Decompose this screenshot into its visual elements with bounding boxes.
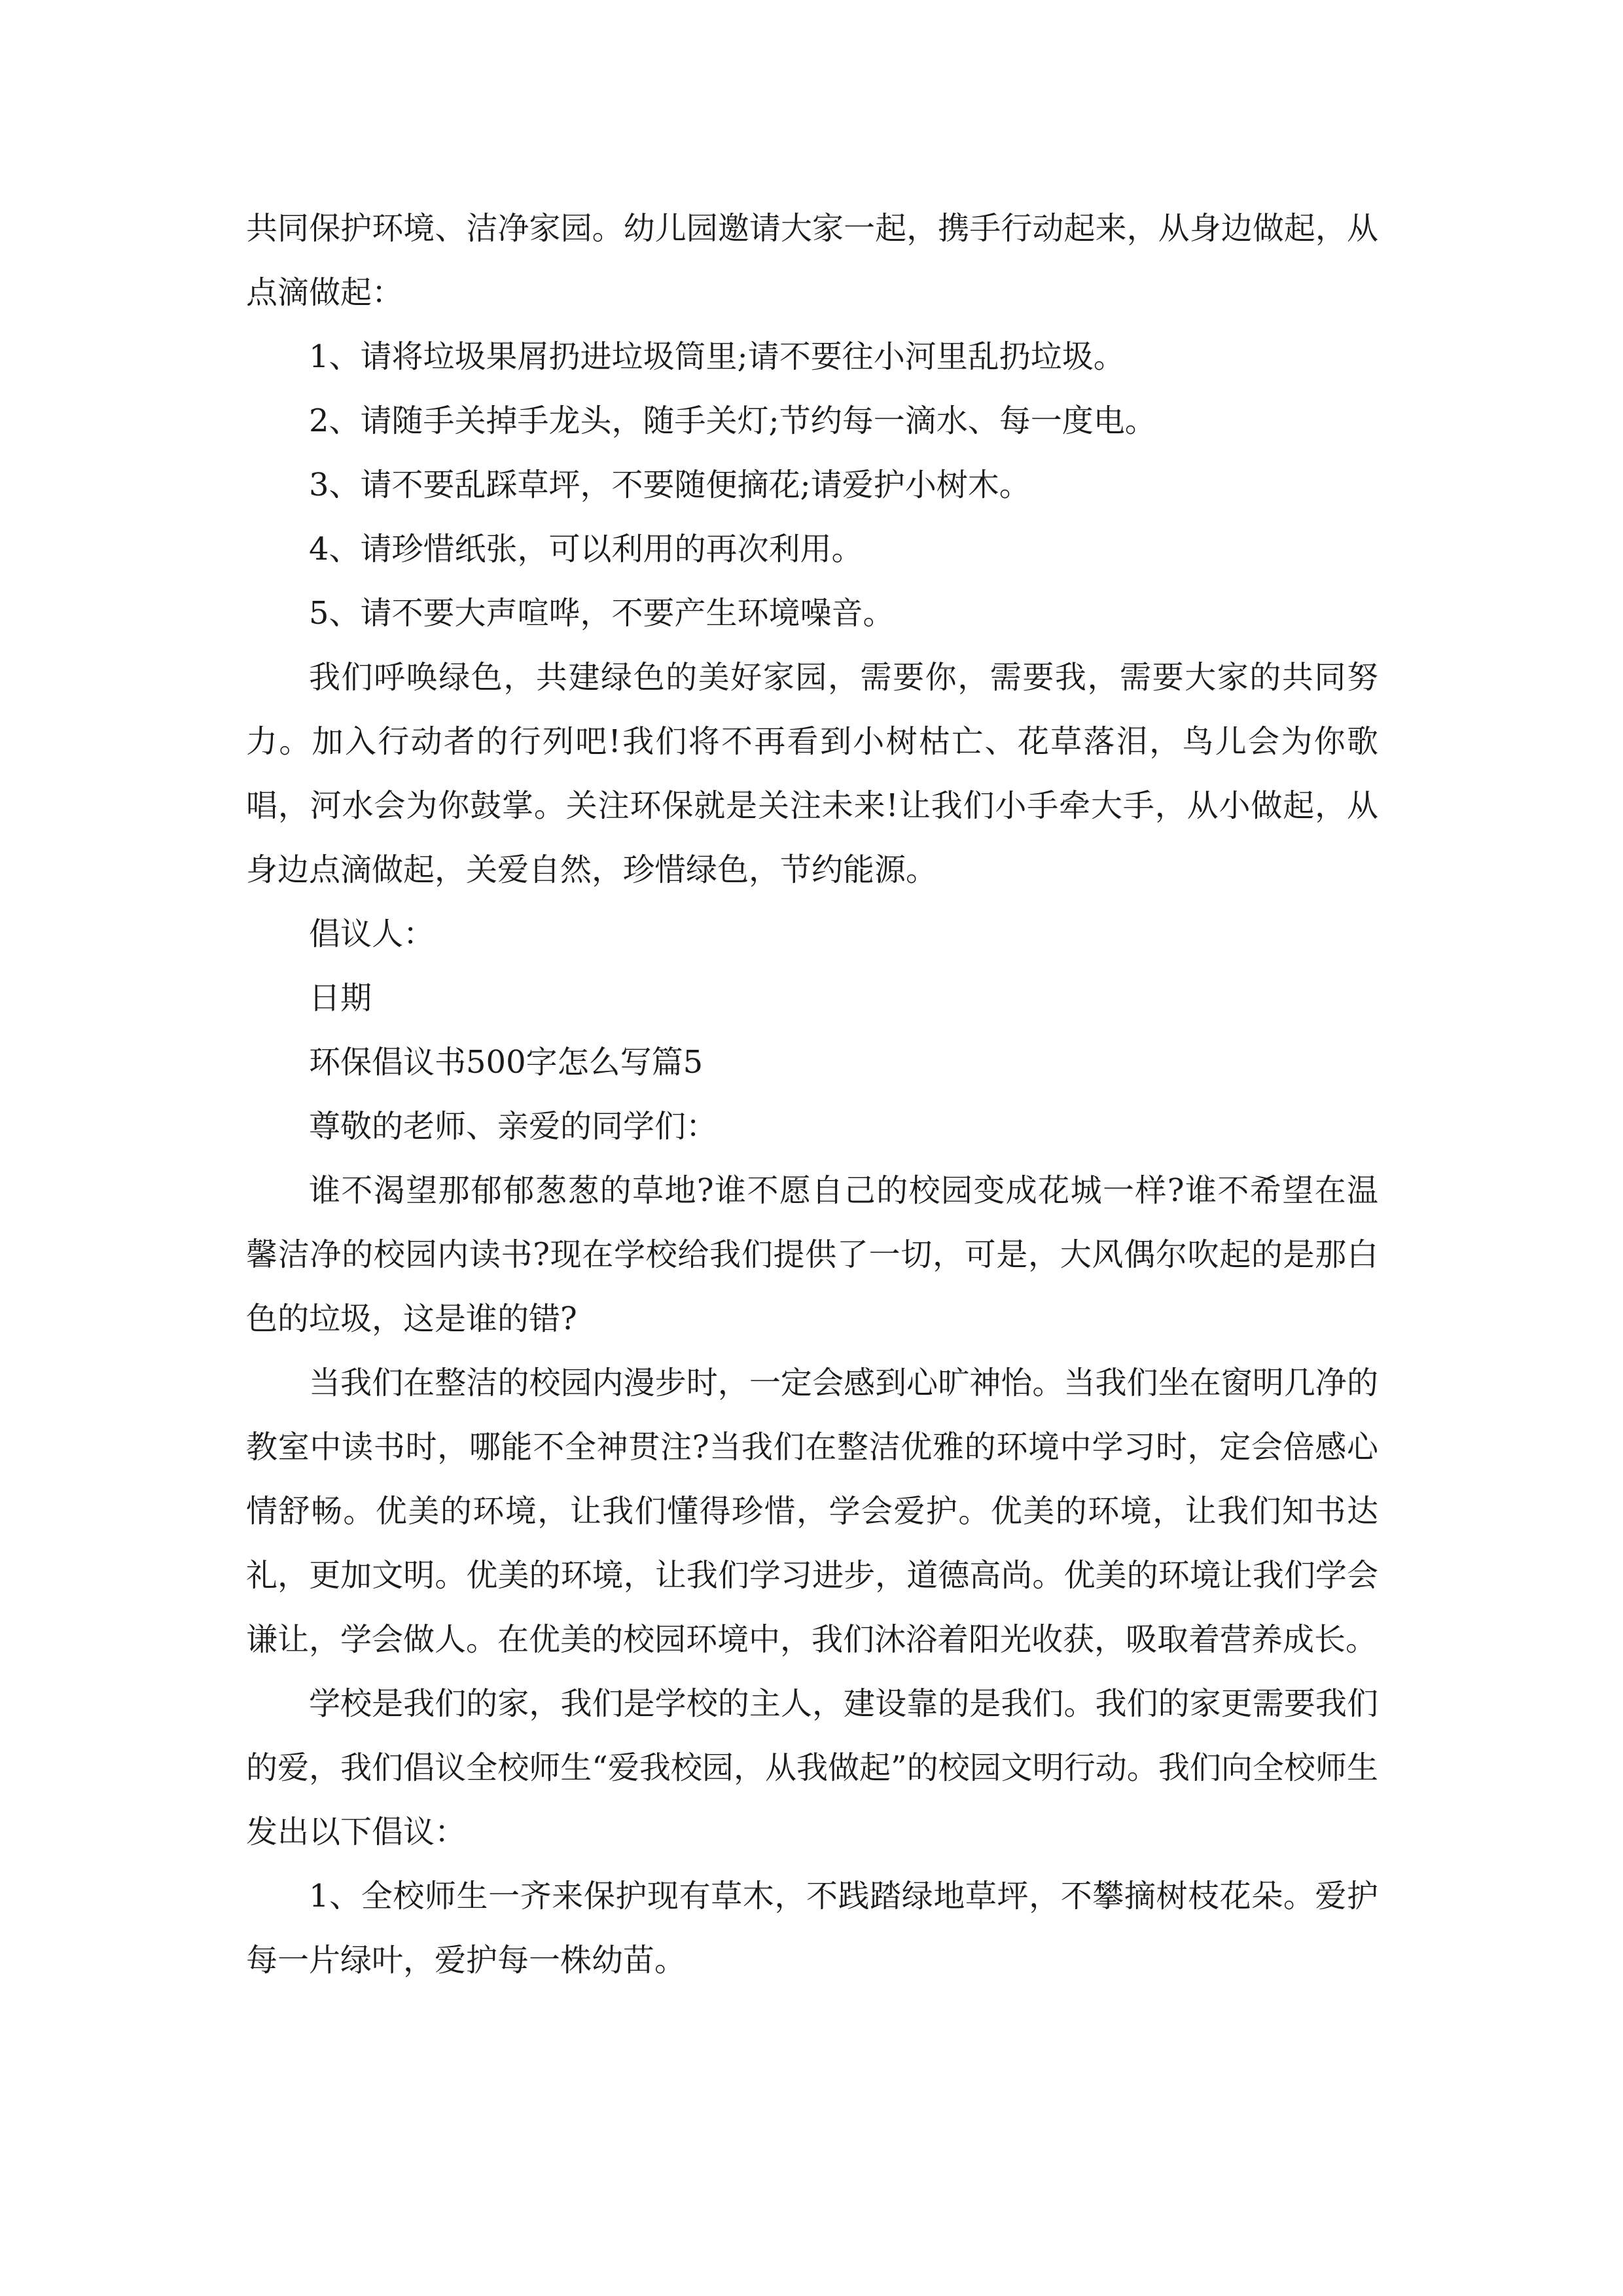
continuation-paragraph: 共同保护环境、洁净家园。幼儿园邀请大家一起，携手行动起来，从身边做起，从点滴做起： (246, 210, 1378, 311)
body-paragraph-2: 当我们在整洁的校园内漫步时，一定会感到心旷神怡。当我们坐在窗明几净的教室中读书时，哪能不全神贯注?当我们在整洁优雅的环境中学习时，定会倍感心情舒畅。优美的环境，让我们懂得珍惜，学会爱护。优美的环境，让我们知书达礼，更加文明。优美的环境，让我们学习进步，道德高尚。优美的环境让我们学会谦让，学会做人。在优美的校园环境中，我们沐浴着阳光收获，吸取着营养成长。 (246, 1365, 1378, 1658)
proposer-label: 倡议人： (309, 916, 435, 952)
list-item-2: 2、请随手关掉手龙头，随手关灯;节约每一滴水、每一度电。 (309, 403, 1156, 439)
salutation: 尊敬的老师、亲爱的同学们： (309, 1108, 718, 1145)
date-label: 日期 (309, 980, 372, 1016)
proposal-item-1: 1、全校师生一齐来保护现有草木，不践踏绿地草坪，不攀摘树枝花朵。爱护每一片绿叶，爱护每一株幼苗。 (246, 1878, 1378, 1979)
closing-paragraph: 我们呼唤绿色，共建绿色的美好家园，需要你，需要我，需要大家的共同努力。加入行动者的行列吧!我们将不再看到小树枯亡、花草落泪，鸟儿会为你歌唱，河水会为你鼓掌。关注环保就是关注未来!让我们小手牵大手，从小做起，从身边点滴做起，关爱自然，珍惜绿色，节约能源。 (246, 659, 1378, 888)
section-title: 环保倡议书500字怎么写篇5 (309, 1044, 704, 1081)
list-item-5: 5、请不要大声喧哗，不要产生环境噪音。 (309, 595, 895, 632)
body-paragraph-3: 学校是我们的家，我们是学校的主人，建设靠的是我们。我们的家更需要我们的爱，我们倡议全校师生“爱我校园，从我做起”的校园文明行动。我们向全校师生发出以下倡议： (246, 1685, 1378, 1850)
list-item-3: 3、请不要乱踩草坪，不要随便摘花;请爱护小树木。 (309, 467, 1031, 503)
body-paragraph-1: 谁不渴望那郁郁葱葱的草地?谁不愿自己的校园变成花城一样?谁不希望在温馨洁净的校园内读书?现在学校给我们提供了一切，可是，大风偶尔吹起的是那白色的垃圾，这是谁的错? (246, 1172, 1378, 1337)
list-item-1: 1、请将垃圾果屑扔进垃圾筒里;请不要往小河里乱扔垃圾。 (309, 338, 1125, 375)
list-item-4: 4、请珍惜纸张，可以利用的再次利用。 (309, 531, 863, 567)
document-page (246, 196, 1378, 1992)
